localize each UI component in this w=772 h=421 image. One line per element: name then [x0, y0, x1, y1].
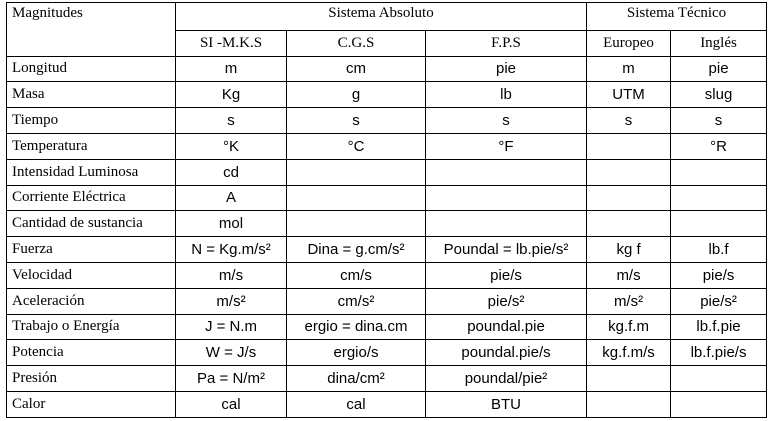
- magnitude-name: Aceleración: [7, 288, 176, 314]
- unit-cell-ingles: [671, 366, 767, 392]
- unit-cell-cgs: s: [287, 108, 426, 134]
- unit-cell-fps: poundal.pie/s: [426, 340, 587, 366]
- unit-cell-si-mks: m/s: [176, 262, 287, 288]
- unit-cell-ingles: pie/s: [671, 262, 767, 288]
- unit-cell-cgs: cm/s²: [287, 288, 426, 314]
- unit-cell-ingles: s: [671, 108, 767, 134]
- table-row: [7, 82, 767, 108]
- unit-cell-cgs: [287, 185, 426, 211]
- unit-cell-fps: s: [426, 108, 587, 134]
- magnitude-name: Masa: [7, 82, 176, 108]
- unit-cell-europeo: s: [587, 108, 671, 134]
- unit-cell-si-mks: m/s²: [176, 288, 287, 314]
- unit-cell-fps: lb: [426, 82, 587, 108]
- magnitude-name: Longitud: [7, 56, 176, 82]
- system-header-si-mks: SI -M.K.S: [176, 30, 287, 56]
- magnitude-name: Fuerza: [7, 237, 176, 263]
- magnitude-name: Trabajo o Energía: [7, 314, 176, 340]
- magnitudes-header: Magnitudes: [7, 3, 176, 57]
- unit-cell-si-mks: cal: [176, 391, 287, 417]
- system-header-europeo: Europeo: [587, 30, 671, 56]
- unit-cell-si-mks: W = J/s: [176, 340, 287, 366]
- unit-cell-fps: BTU: [426, 391, 587, 417]
- unit-cell-si-mks: °K: [176, 133, 287, 159]
- table-row: [7, 314, 767, 340]
- table-row: [7, 340, 767, 366]
- unit-cell-ingles: [671, 391, 767, 417]
- table-row: [7, 185, 767, 211]
- absolute-system-header: Sistema Absoluto: [176, 3, 587, 31]
- unit-cell-fps: pie/s²: [426, 288, 587, 314]
- unit-cell-europeo: kg f: [587, 237, 671, 263]
- unit-cell-ingles: pie: [671, 56, 767, 82]
- unit-cell-fps: [426, 211, 587, 237]
- unit-cell-cgs: dina/cm²: [287, 366, 426, 392]
- magnitude-name: Potencia: [7, 340, 176, 366]
- unit-cell-cgs: ergio = dina.cm: [287, 314, 426, 340]
- table-row: [7, 108, 767, 134]
- unit-cell-si-mks: cd: [176, 159, 287, 185]
- system-header-cgs: C.G.S: [287, 30, 426, 56]
- unit-cell-europeo: m: [587, 56, 671, 82]
- unit-cell-si-mks: Pa = N/m²: [176, 366, 287, 392]
- unit-cell-cgs: cm: [287, 56, 426, 82]
- unit-cell-europeo: m/s: [587, 262, 671, 288]
- unit-cell-fps: Poundal = lb.pie/s²: [426, 237, 587, 263]
- table-row: [7, 391, 767, 417]
- magnitude-name: Cantidad de sustancia: [7, 211, 176, 237]
- table-row: [7, 211, 767, 237]
- magnitude-name: Intensidad Luminosa: [7, 159, 176, 185]
- magnitude-name: Corriente Eléctrica: [7, 185, 176, 211]
- header-row-groups: [7, 3, 767, 31]
- unit-cell-europeo: [587, 211, 671, 237]
- unit-cell-si-mks: J = N.m: [176, 314, 287, 340]
- unit-cell-fps: poundal.pie: [426, 314, 587, 340]
- unit-cell-cgs: Dina = g.cm/s²: [287, 237, 426, 263]
- unit-cell-cgs: cal: [287, 391, 426, 417]
- unit-cell-cgs: ergio/s: [287, 340, 426, 366]
- unit-cell-ingles: [671, 185, 767, 211]
- unit-cell-ingles: [671, 159, 767, 185]
- table-row: [7, 288, 767, 314]
- unit-cell-ingles: lb.f.pie: [671, 314, 767, 340]
- unit-cell-si-mks: A: [176, 185, 287, 211]
- unit-cell-fps: pie/s: [426, 262, 587, 288]
- unit-cell-europeo: UTM: [587, 82, 671, 108]
- unit-cell-cgs: [287, 159, 426, 185]
- system-header-fps: F.P.S: [426, 30, 587, 56]
- unit-cell-fps: pie: [426, 56, 587, 82]
- unit-cell-cgs: g: [287, 82, 426, 108]
- unit-cell-ingles: lb.f.pie/s: [671, 340, 767, 366]
- unit-cell-ingles: °R: [671, 133, 767, 159]
- magnitude-name: Calor: [7, 391, 176, 417]
- unit-cell-cgs: [287, 211, 426, 237]
- unit-cell-europeo: kg.f.m/s: [587, 340, 671, 366]
- table-row: [7, 366, 767, 392]
- unit-cell-europeo: [587, 185, 671, 211]
- unit-cell-fps: °F: [426, 133, 587, 159]
- unit-cell-ingles: lb.f: [671, 237, 767, 263]
- unit-cell-europeo: [587, 391, 671, 417]
- table-row: [7, 262, 767, 288]
- unit-cell-fps: [426, 159, 587, 185]
- magnitude-name: Velocidad: [7, 262, 176, 288]
- unit-cell-si-mks: N = Kg.m/s²: [176, 237, 287, 263]
- unit-cell-ingles: pie/s²: [671, 288, 767, 314]
- unit-cell-si-mks: Kg: [176, 82, 287, 108]
- unit-cell-europeo: [587, 366, 671, 392]
- magnitude-name: Temperatura: [7, 133, 176, 159]
- unit-cell-fps: poundal/pie²: [426, 366, 587, 392]
- table-row: [7, 237, 767, 263]
- unit-cell-europeo: [587, 159, 671, 185]
- unit-cell-europeo: m/s²: [587, 288, 671, 314]
- system-header-ingles: Inglés: [671, 30, 767, 56]
- unit-cell-si-mks: mol: [176, 211, 287, 237]
- unit-cell-si-mks: s: [176, 108, 287, 134]
- unit-cell-cgs: cm/s: [287, 262, 426, 288]
- unit-cell-si-mks: m: [176, 56, 287, 82]
- unit-cell-fps: [426, 185, 587, 211]
- magnitude-name: Tiempo: [7, 108, 176, 134]
- unit-cell-cgs: °C: [287, 133, 426, 159]
- table-row: [7, 159, 767, 185]
- table-row: [7, 133, 767, 159]
- unit-cell-ingles: [671, 211, 767, 237]
- units-table: [6, 2, 767, 418]
- unit-cell-europeo: kg.f.m: [587, 314, 671, 340]
- unit-cell-europeo: [587, 133, 671, 159]
- technical-system-header: Sistema Técnico: [587, 3, 767, 31]
- magnitude-name: Presión: [7, 366, 176, 392]
- table-row: [7, 56, 767, 82]
- unit-cell-ingles: slug: [671, 82, 767, 108]
